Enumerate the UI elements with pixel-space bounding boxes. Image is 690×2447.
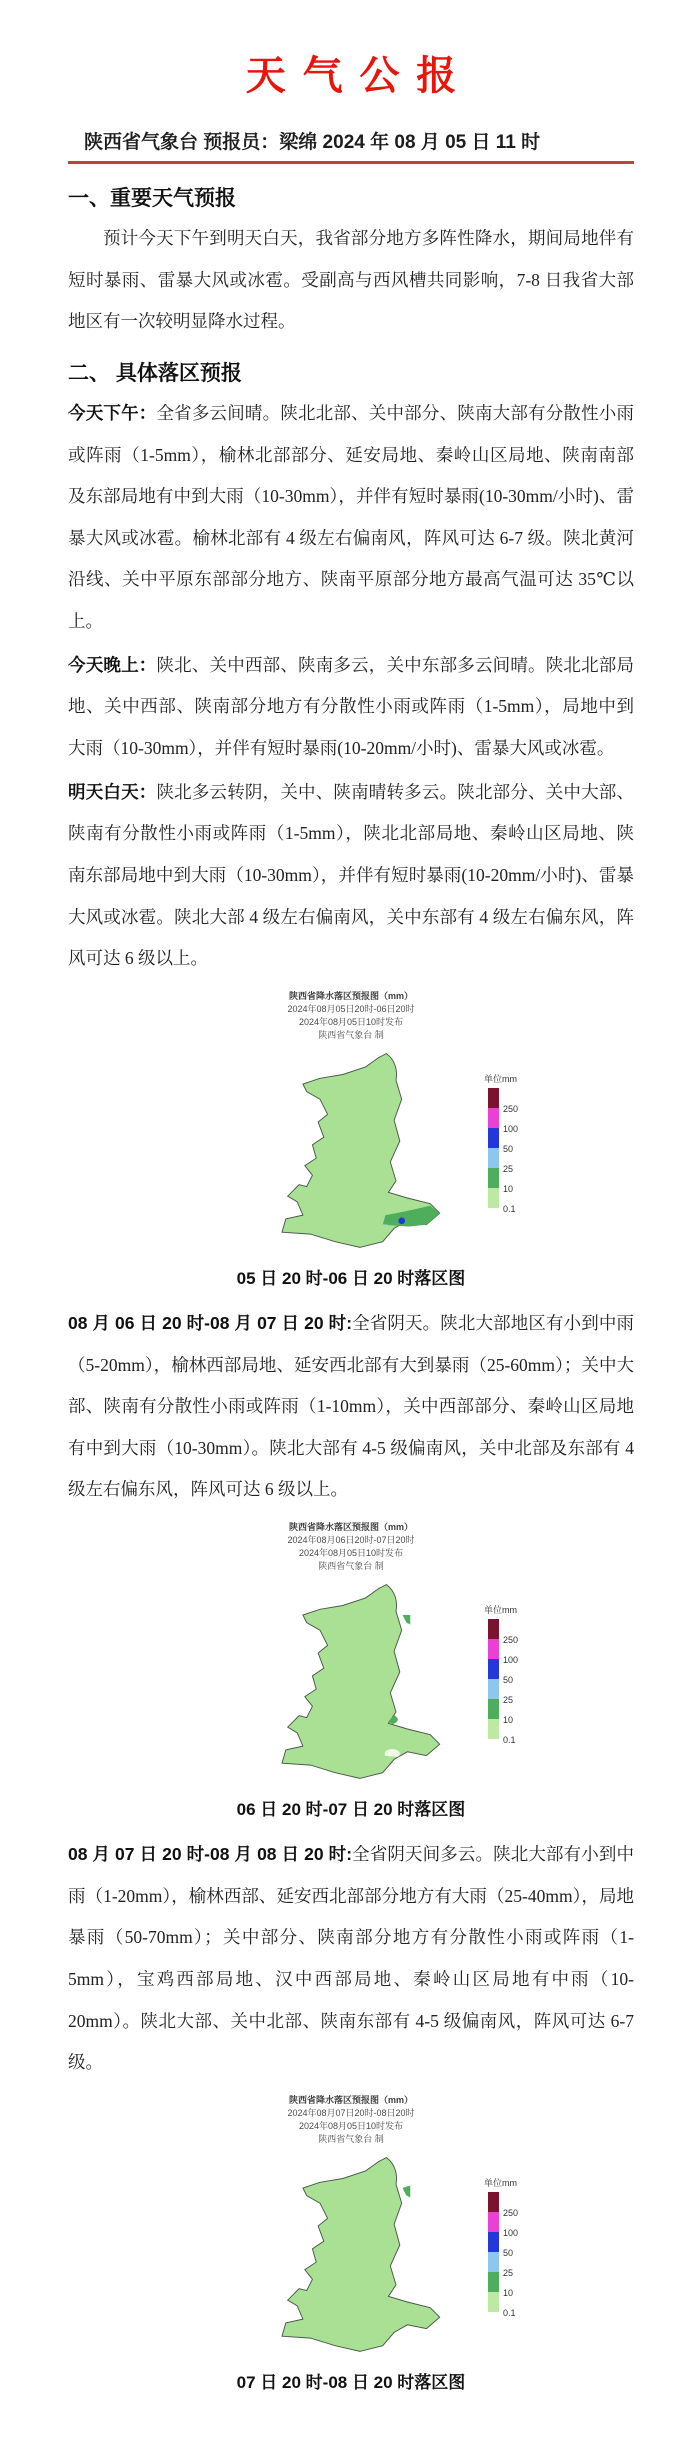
legend-label: 100 (503, 2227, 519, 2238)
forecast-paragraph-today-afternoon (68, 393, 634, 643)
legend-label: 50 (503, 2247, 514, 2258)
paragraph-text: 全省阴天。陕北大部地区有小到中雨（5-20mm），榆林西部局地、延安西北部有大到暴雨（25-60mm）；关中大部、陕南有分散性小雨或阵雨（1-10mm），关中西部部分、秦岭山区局地有中到大雨（10-30mm）。陕北大部有 4-5 级偏南风，关中北部及东部有 4 级左右偏东风，阵风可达 6 级以上。 (68, 1312, 634, 1500)
map2-period: 2024年08月06日20时-07日20时 (287, 1535, 415, 1546)
map1-period: 2024年08月05日20时-06日20时 (287, 1003, 415, 1014)
legend-swatch-01 (488, 1719, 499, 1739)
map3-title: 陕西省降水落区预报图（mm） (288, 2094, 413, 2105)
map1-maker: 陕西省气象台 制 (318, 1029, 384, 1040)
legend-swatch-250 (488, 2192, 499, 2212)
legend-swatch-10 (488, 1699, 499, 1719)
map1-legend (484, 1073, 518, 1214)
map3-caption: 07 日 20 时-08 日 20 时落区图 (236, 2372, 466, 2392)
legend-label: 10 (503, 2287, 514, 2298)
section2-heading: 二、 具体落区预报 (68, 361, 242, 385)
legend-swatch-25 (488, 1679, 499, 1699)
map2-header (68, 1521, 634, 1573)
document-title: 天气公报 (245, 54, 473, 98)
legend-swatch-250 (488, 1619, 499, 1639)
legend-label: 50 (503, 1143, 514, 1154)
map2-caption: 06 日 20 时-07 日 20 时落区图 (236, 1800, 466, 1820)
map3-issued: 2024年08月05日10时发布 (298, 2120, 404, 2131)
map1-svg (136, 1044, 566, 1260)
legend-label: 10 (503, 1183, 514, 1194)
legend-swatch-250 (488, 1088, 499, 1108)
map3-header (68, 2094, 634, 2146)
legend-label: 0.1 (503, 1735, 516, 1746)
legend-title: 单位mm (484, 1605, 517, 1616)
map3-legend (484, 2177, 518, 2318)
forecast-paragraph-tomorrow (68, 772, 634, 980)
map1-header (68, 990, 634, 1042)
section1-heading: 一、重要天气预报 (68, 187, 236, 210)
legend-swatch-25 (488, 1148, 499, 1168)
legend-label: 50 (503, 1675, 514, 1686)
legend-swatch-100 (488, 2212, 499, 2232)
map1-title: 陕西省降水落区预报图（mm） (288, 990, 413, 1001)
legend-swatch-100 (488, 1108, 499, 1128)
map2-title: 陕西省降水落区预报图（mm） (288, 1522, 413, 1533)
paragraph-label: 08 月 06 日 20 时-08 月 07 日 20 时: (68, 1312, 353, 1333)
paragraph-text: 陕北、关中西部、陕南多云，关中东部多云间晴。陕北北部局地、关中西部、陕南部分地方有分散性小雨或阵雨（1-5mm），局地中到大雨（10-30mm），并伴有短时暴雨(10-20mm/小时)、雷暴大风或冰雹。 (68, 654, 634, 759)
forecast-paragraph-aug7-8 (68, 1834, 634, 2084)
legend-swatch-50 (488, 2232, 499, 2252)
province-shape (282, 2158, 440, 2352)
legend-swatch-25 (488, 2252, 499, 2272)
map1-province (282, 1053, 440, 1247)
legend-swatch-50 (488, 1128, 499, 1148)
map3-period: 2024年08月07日20时-08日20时 (287, 2107, 415, 2118)
legend-label: 10 (503, 1715, 514, 1726)
rain-blob-50mm (303, 1651, 314, 1662)
legend-swatch-100 (488, 1639, 499, 1659)
map1-issued: 2024年08月05日10时发布 (298, 1016, 404, 1027)
province-shape (282, 1585, 440, 1779)
map3-maker: 陕西省气象台 制 (318, 2133, 384, 2144)
legend-label: 250 (503, 1635, 519, 1646)
forecast-paragraph-tonight (68, 645, 634, 770)
map2-maker: 陕西省气象台 制 (318, 1561, 384, 1572)
section1-text: 预计今天下午到明天白天，我省部分地方多阵性降水，期间局地伴有短时暴雨、雷暴大风或冰雹。受副高与西风槽共同影响，7-8 日我省大部地区有一次较明显降水过程。 (68, 228, 634, 332)
paragraph-text: 全省阴天间多云。陕北大部有小到中雨（1-20mm），榆林西部、延安西北部部分地方有大雨（25-40mm），局地暴雨（50-70mm）；关中部分、陕南部分地方有分散性小雨或阵雨（1-5mm），宝鸡西部局地、汉中西部局地、秦岭山区局地有中雨（10-20mm）。陕北大部、关中北部、陕南东部有 4-5 级偏南风，阵风可达 6-7 级。 (68, 1844, 634, 2073)
legend-label: 250 (503, 1103, 519, 1114)
forecast-paragraph-aug6-7 (68, 1303, 634, 1511)
map2-legend (484, 1604, 518, 1745)
map2-issued: 2024年08月05日10时发布 (298, 1548, 404, 1559)
rainfall-map-2 (68, 1521, 634, 1820)
legend-swatch-10 (488, 2272, 499, 2292)
legend-label: 25 (503, 2267, 514, 2278)
paragraph-label: 明天白天： (68, 781, 157, 802)
paragraph-text: 陕北多云转阴，关中、陕南晴转多云。陕北部分、关中大部、陕南有分散性小雨或阵雨（1-5mm），陕北北部局地、秦岭山区局地、陕南东部局地中到大雨（10-30mm），并伴有短时暴雨(10-20mm/小时)、雷暴大风或冰雹。陕北大部 4 级左右偏南风，关中东部有 4 级左右偏东风，阵风可达 6 级以上。 (68, 781, 634, 969)
legend-label: 25 (503, 1163, 514, 1174)
legend-swatch-01 (488, 1188, 499, 1208)
paragraph-text: 全省多云间晴。陕北北部、关中部分、陕南大部有分散性小雨或阵雨（1-5mm），榆林北部部分、延安局地、秦岭山区局地、陕南南部及东部局地有中到大雨（10-30mm），并伴有短时暴雨(10-30mm/小时)、雷暴大风或冰雹。榆林北部有 4 级左右偏南风，阵风可达 6-7 级。陕北黄河沿线、关中平原东部部分地方、陕南平原部分地方最高气温可达 35℃以上。 (68, 402, 634, 632)
rain-blob-50mm (398, 1217, 405, 1224)
section1-paragraph (68, 218, 634, 343)
paragraph-label: 08 月 07 日 20 时-08 月 08 日 20 时: (68, 1844, 353, 1865)
legend-label: 0.1 (503, 1203, 516, 1214)
legend-title: 单位mm (484, 1073, 517, 1084)
rainfall-map-1 (68, 990, 634, 1289)
map2-province (282, 1585, 440, 1779)
legend-swatch-50 (488, 1659, 499, 1679)
legend-label: 100 (503, 1123, 519, 1134)
legend-label: 0.1 (503, 2307, 516, 2318)
legend-label: 250 (503, 2207, 519, 2218)
rainfall-map-3 (68, 2094, 634, 2393)
legend-swatch-10 (488, 1168, 499, 1188)
map1-caption: 05 日 20 时-06 日 20 时落区图 (236, 1268, 466, 1288)
legend-label: 25 (503, 1695, 514, 1706)
paragraph-label: 今天晚上： (68, 654, 157, 675)
map3-svg (136, 2148, 566, 2364)
byline: 陕西省气象台 预报员：梁绵 2024 年 08 月 05 日 11 时 (68, 127, 634, 164)
map2-svg (136, 1575, 566, 1791)
legend-label: 100 (503, 1655, 519, 1666)
paragraph-label: 今天下午： (68, 402, 157, 423)
legend-swatch-01 (488, 2292, 499, 2312)
map3-province (282, 2158, 440, 2352)
legend-title: 单位mm (484, 2177, 517, 2188)
